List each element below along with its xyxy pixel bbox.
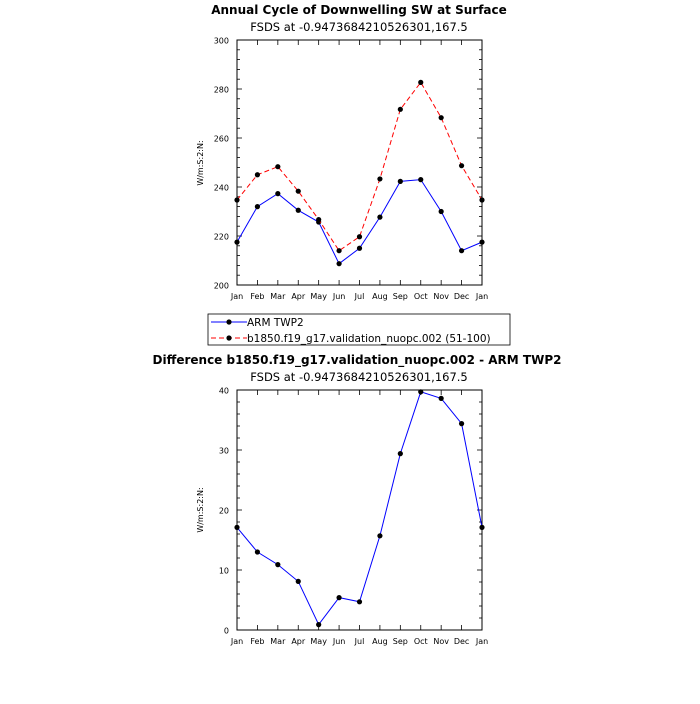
legend-marker-model xyxy=(226,335,231,340)
chart1-series-1-point xyxy=(275,164,280,169)
chart1-xtick-label: Nov xyxy=(433,292,449,301)
chart1-series-0-point xyxy=(459,248,464,253)
chart2-ylabel: W/m:S:2:N: xyxy=(196,487,205,533)
chart1-series-0-point xyxy=(418,177,423,182)
chart2-ytick-label: 40 xyxy=(218,386,229,396)
chart1-xtick-label: Jun xyxy=(332,292,346,301)
chart2-xtick-label: Jan xyxy=(475,637,489,646)
chart1-xtick-label: Jan xyxy=(475,292,489,301)
chart2-xtick-label: Dec xyxy=(453,637,470,646)
chart1-series-0-point xyxy=(439,209,444,214)
chart1-ytick-label: 220 xyxy=(213,232,229,242)
chart1-series-0-point xyxy=(479,240,484,245)
chart1-series-0-point xyxy=(234,240,239,245)
chart1-xtick-label: Mar xyxy=(270,292,286,301)
chart2-series-0-point xyxy=(398,451,403,456)
chart2-xtick-label: Oct xyxy=(413,637,428,646)
chart2-xtick-label: Nov xyxy=(433,637,449,646)
chart1-xtick-label: Jul xyxy=(354,292,365,301)
chart2-series-0-point xyxy=(336,595,341,600)
chart2-series-0-line xyxy=(237,392,482,625)
chart1-series-1-point xyxy=(418,80,423,85)
chart2-xtick-label: May xyxy=(310,637,327,646)
legend-label-model: b1850.f19_g17.validation_nuopc.002 (51-100) xyxy=(247,333,491,345)
chart1-series-1-point xyxy=(459,163,464,168)
chart1-series-1-point xyxy=(377,176,382,181)
chart2-xtick-label: Apr xyxy=(291,637,306,646)
chart2-series-0-point xyxy=(439,396,444,401)
chart1-series-1-point xyxy=(357,234,362,239)
chart1-series-0-point xyxy=(398,179,403,184)
chart2-series-0-point xyxy=(479,525,484,530)
chart2-ytick-label: 20 xyxy=(218,506,229,516)
chart2-series-0-point xyxy=(234,525,239,530)
chart1-series-1-point xyxy=(336,248,341,253)
chart2-series-0-point xyxy=(275,562,280,567)
chart1-xtick-label: Sep xyxy=(392,292,408,301)
chart1-ytick-label: 300 xyxy=(213,36,229,46)
chart2-series-0-point xyxy=(418,389,423,394)
chart1-ylabel: W/m:S:2:N: xyxy=(196,140,205,186)
chart1-series-1-point xyxy=(479,197,484,202)
chart2-xtick-label: Jul xyxy=(354,637,365,646)
chart1-xtick-label: Aug xyxy=(372,292,388,301)
chart1-xtick-label: Dec xyxy=(453,292,470,301)
chart1-series-1-point xyxy=(234,197,239,202)
chart2-series-0-point xyxy=(377,533,382,538)
chart1-series-0-point xyxy=(377,215,382,220)
chart1-series-0-point xyxy=(357,246,362,251)
chart2-xtick-label: Jan xyxy=(230,637,244,646)
chart1-ytick-label: 200 xyxy=(213,281,229,291)
chart2-series-0-point xyxy=(357,599,362,604)
chart1-series-1-point xyxy=(398,107,403,112)
chart2-xtick-label: Feb xyxy=(250,637,265,646)
chart1-series-0-point xyxy=(336,261,341,266)
chart2-xtick-label: Sep xyxy=(392,637,408,646)
legend-marker-arm xyxy=(226,319,231,324)
chart1-series-0-line xyxy=(237,180,482,264)
chart1-xtick-label: Apr xyxy=(291,292,306,301)
chart2-frame xyxy=(237,390,482,630)
chart2-series-0-point xyxy=(459,421,464,426)
chart1-ytick-label: 280 xyxy=(213,85,229,95)
chart1-series-1-point xyxy=(316,217,321,222)
chart2-ytick-label: 30 xyxy=(218,446,229,456)
chart1-ytick-label: 240 xyxy=(213,183,229,193)
chart1-series-0-point xyxy=(275,191,280,196)
chart1-plot xyxy=(214,37,488,302)
chart1-series-0-point xyxy=(296,208,301,213)
chart1-series-1-line xyxy=(237,82,482,250)
chart1-series-1-point xyxy=(296,189,301,194)
chart1-xtick-label: Jan xyxy=(230,292,244,301)
chart2-series-0-point xyxy=(316,622,321,627)
chart1-ytick-label: 260 xyxy=(213,134,229,144)
chart1-subtitle: FSDS at -0.9473684210526301,167.5 xyxy=(250,20,468,34)
chart2-xtick-label: Jun xyxy=(332,637,346,646)
legend xyxy=(208,314,510,345)
chart1-series-1-point xyxy=(439,115,444,120)
chart1-xtick-label: Oct xyxy=(413,292,428,301)
chart2-series-0-point xyxy=(255,549,260,554)
chart1-xtick-label: May xyxy=(310,292,327,301)
chart2-plot xyxy=(219,387,488,647)
chart2-series-0-point xyxy=(296,579,301,584)
chart2-xtick-label: Mar xyxy=(270,637,286,646)
chart2-ytick-label: 10 xyxy=(218,566,229,576)
chart2-title: Difference b1850.f19_g17.validation_nuopc.002 - ARM TWP2 xyxy=(152,353,562,367)
chart2-subtitle: FSDS at -0.9473684210526301,167.5 xyxy=(250,370,468,384)
chart2-ytick-label: 0 xyxy=(223,626,229,636)
chart2-xtick-label: Aug xyxy=(372,637,388,646)
legend-label-arm: ARM TWP2 xyxy=(247,317,304,329)
chart1-series-1-point xyxy=(255,172,260,177)
chart1-title: Annual Cycle of Downwelling SW at Surface xyxy=(211,3,507,17)
chart1-xtick-label: Feb xyxy=(250,292,265,301)
chart1-series-0-point xyxy=(255,204,260,209)
